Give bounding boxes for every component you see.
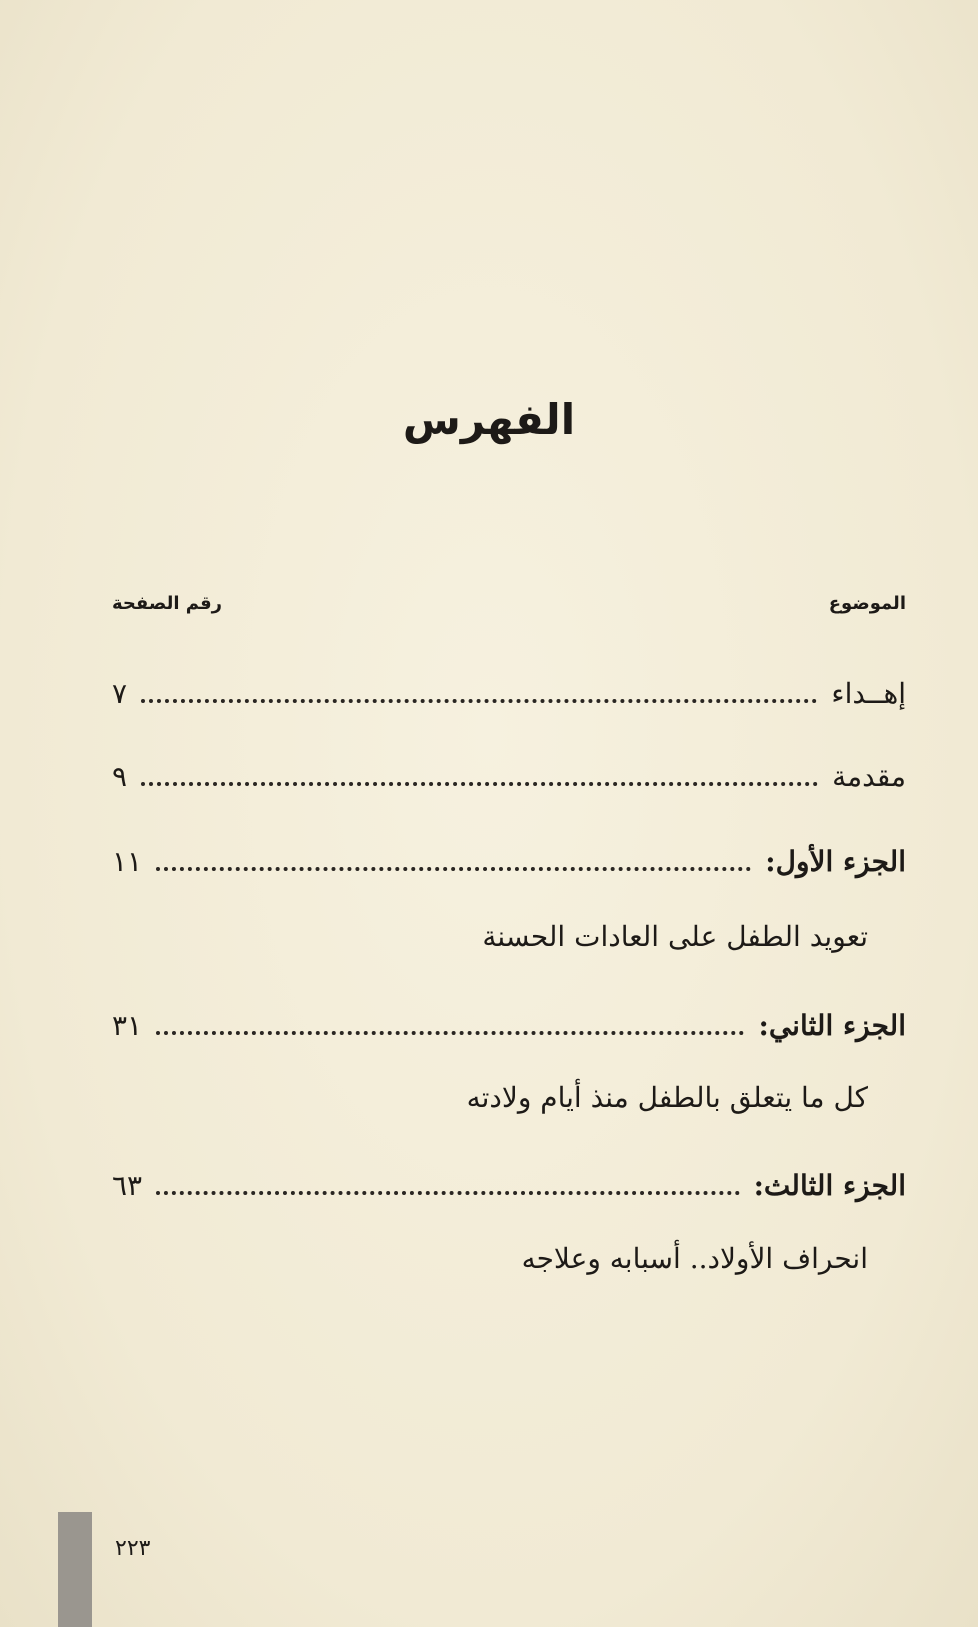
toc-entry-page: ١١ [112, 844, 143, 878]
toc-entry [112, 1160, 906, 1210]
toc-entry-label: مقدمة [832, 759, 906, 793]
folio-marker [58, 1512, 92, 1627]
toc-entry-label: الجزء الثالث: [753, 1168, 906, 1202]
toc-entry-subtitle: انحراف الأولاد.. أسبابه وعلاجه [521, 1242, 868, 1275]
dot-leader [156, 1029, 744, 1035]
page-number-column-header: رقم الصفحة [112, 593, 223, 614]
toc-entry [112, 668, 906, 718]
dot-leader [156, 865, 751, 871]
toc-entry-page: ٦٣ [112, 1168, 143, 1202]
toc-entry-subtitle: تعويد الطفل على العادات الحسنة [482, 920, 868, 953]
toc-entry-page: ٩ [112, 759, 128, 793]
toc-entry-page: ٣١ [112, 1008, 143, 1042]
toc-entry-label: إهــداء [831, 676, 906, 710]
toc-entry-label: الجزء الثاني: [758, 1008, 906, 1042]
toc-entry [112, 751, 906, 801]
topic-column-header: الموضوع [828, 593, 906, 614]
dot-leader [156, 1189, 740, 1195]
page-number: ٢٢٣ [115, 1536, 151, 1561]
toc-entry-page: ٧ [112, 676, 128, 710]
toc-entry-subtitle: كل ما يتعلق بالطفل منذ أيام ولادته [466, 1081, 868, 1114]
toc-entry [112, 1000, 906, 1050]
toc-entry [112, 836, 906, 886]
dot-leader [141, 780, 818, 786]
toc-entry-label: الجزء الأول: [765, 844, 906, 878]
page-title: الفهرس [402, 395, 576, 444]
dot-leader [141, 697, 817, 703]
